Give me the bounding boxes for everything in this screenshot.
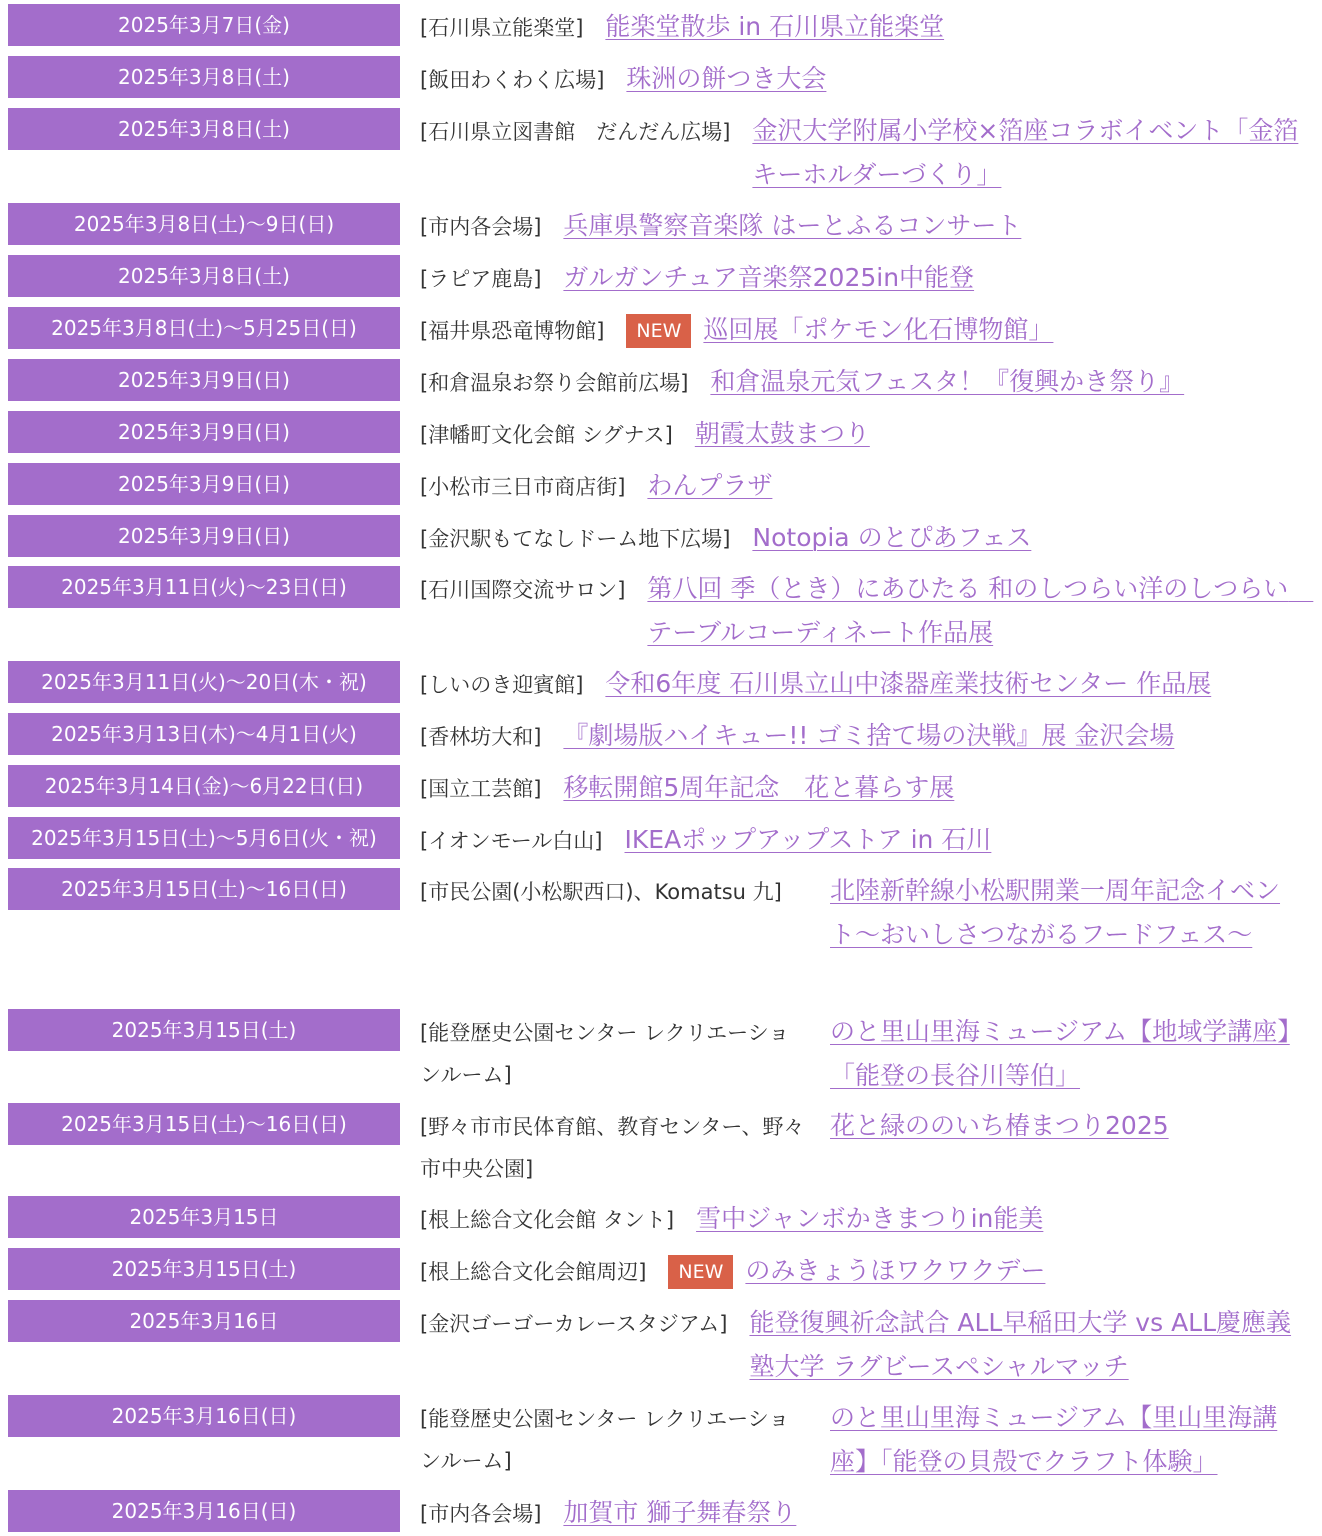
- new-badge: NEW: [626, 314, 691, 348]
- event-content: [420, 1013, 1300, 1098]
- event-venue: [津幡町文化会館 シグナス]: [420, 423, 673, 447]
- event-date-badge: 2025年3月15日(土)～5月6日(火・祝): [8, 817, 400, 859]
- event-content: [420, 1304, 1300, 1389]
- event-title-link[interactable]: 兵庫県警察音楽隊 はーとふるコンサート: [563, 211, 1022, 240]
- event-content: [420, 1107, 1300, 1190]
- event-content: [420, 821, 1300, 862]
- event-content: [420, 60, 1300, 101]
- event-venue: [香林坊大和]: [420, 725, 542, 749]
- event-date-badge: 2025年3月16日: [8, 1300, 400, 1342]
- event-venue: [能登歴史公園センター レクリエーションルーム]: [420, 1021, 790, 1087]
- new-badge: NEW: [668, 1255, 733, 1289]
- event-content: [420, 1252, 1300, 1293]
- event-date-badge: 2025年3月16日(日): [8, 1395, 400, 1437]
- event-venue: [市内各会場]: [420, 1502, 542, 1526]
- event-content: [420, 665, 1300, 706]
- event-content: [420, 1200, 1300, 1241]
- event-date-badge: 2025年3月9日(日): [8, 515, 400, 557]
- event-date-badge: 2025年3月11日(火)～23日(日): [8, 566, 400, 608]
- event-venue: [根上総合文化会館 タント]: [420, 1208, 675, 1232]
- event-date-badge: 2025年3月15日(土): [8, 1009, 400, 1051]
- event-title-link[interactable]: 花と緑ののいち椿まつり2025: [830, 1111, 1169, 1140]
- event-date-badge: 2025年3月8日(土): [8, 255, 400, 297]
- event-date-badge: 2025年3月9日(日): [8, 359, 400, 401]
- event-title-link[interactable]: ガルガンチュア音楽祭2025in中能登: [563, 263, 975, 292]
- event-title-link[interactable]: のみきょうほワクワクデー: [745, 1256, 1046, 1285]
- event-title-link[interactable]: のと里山里海ミュージアム【地域学講座】「能登の長谷川等伯」: [830, 1017, 1290, 1090]
- event-title-link[interactable]: 移転開館5周年記念 花と暮らす展: [563, 773, 955, 802]
- event-venue: [根上総合文化会館周辺]: [420, 1260, 647, 1284]
- event-title-link[interactable]: 雪中ジャンボかきまつりin能美: [696, 1204, 1044, 1233]
- event-content: [420, 259, 1300, 300]
- event-title-link[interactable]: 令和6年度 石川県立山中漆器産業技術センター 作品展: [605, 669, 1212, 698]
- event-content: [420, 717, 1300, 758]
- event-title-link[interactable]: 金沢大学附属小学校×箔座コラボイベント「金箔キーホルダーづくり」: [752, 116, 1299, 189]
- event-title-link[interactable]: 能登復興祈念試合 ALL早稲田大学 vs ALL慶應義塾大学 ラグビースペシャルマッチ: [749, 1308, 1292, 1381]
- event-content: [420, 8, 1300, 49]
- event-date-badge: 2025年3月14日(金)～6月22日(日): [8, 765, 400, 807]
- event-date-badge: 2025年3月13日(木)～4月1日(火): [8, 713, 400, 755]
- event-title-link[interactable]: 能楽堂散歩 in 石川県立能楽堂: [605, 12, 945, 41]
- event-date-badge: 2025年3月8日(土): [8, 56, 400, 98]
- event-title-link[interactable]: 巡回展「ポケモン化石博物館」: [703, 315, 1054, 344]
- event-title-link[interactable]: 和倉温泉元気フェスタ！『復興かき祭り』: [710, 367, 1185, 396]
- event-venue: [和倉温泉お祭り会館前広場]: [420, 371, 689, 395]
- event-date-badge: 2025年3月9日(日): [8, 463, 400, 505]
- event-content: [420, 415, 1300, 456]
- event-date-badge: 2025年3月15日(土)～16日(日): [8, 1103, 400, 1145]
- event-venue: [飯田わくわく広場]: [420, 68, 605, 92]
- event-date-badge: 2025年3月9日(日): [8, 411, 400, 453]
- event-venue: [しいのき迎賓館]: [420, 673, 584, 697]
- event-content: [420, 519, 1300, 560]
- event-date-badge: 2025年3月15日(土): [8, 1248, 400, 1290]
- event-title-link[interactable]: 『劇場版ハイキュー!! ゴミ捨て場の決戦』展 金沢会場: [563, 721, 1175, 750]
- event-title-link[interactable]: わんプラザ: [647, 471, 773, 500]
- event-title-link[interactable]: IKEAポップアップストア in 石川: [624, 825, 992, 854]
- event-venue: [小松市三日市商店街]: [420, 475, 626, 499]
- event-date-badge: 2025年3月11日(火)～20日(木・祝): [8, 661, 400, 703]
- event-venue: [石川県立能楽堂]: [420, 16, 584, 40]
- event-venue: [市民公園(小松駅西口)、Komatsu 九]: [420, 880, 782, 904]
- event-content: [420, 1494, 1300, 1535]
- event-venue: [能登歴史公園センター レクリエーションルーム]: [420, 1407, 790, 1473]
- event-content: [420, 570, 1314, 655]
- event-content: [420, 769, 1300, 810]
- event-title-link[interactable]: 北陸新幹線小松駅開業一周年記念イベント～おいしさつながるフードフェス～: [830, 876, 1281, 949]
- event-content: [420, 311, 1300, 352]
- event-venue: [金沢駅もてなしドーム地下広場]: [420, 527, 731, 551]
- event-venue: [野々市市民体育館、教育センター、野々市中央公園]: [420, 1115, 805, 1181]
- event-date-badge: 2025年3月8日(土)～9日(日): [8, 203, 400, 245]
- event-date-badge: 2025年3月15日(土)～16日(日): [8, 868, 400, 910]
- event-venue: [福井県恐竜博物館]: [420, 319, 605, 343]
- event-title-link[interactable]: 朝霞太鼓まつり: [694, 419, 870, 448]
- event-title-link[interactable]: Notopia のとぴあフェス: [752, 523, 1032, 552]
- event-date-badge: 2025年3月8日(土)～5月25日(日): [8, 307, 400, 349]
- event-venue: [国立工芸館]: [420, 777, 542, 801]
- event-venue: [石川県立図書館 だんだん広場]: [420, 120, 731, 144]
- event-date-badge: 2025年3月16日(日): [8, 1490, 400, 1532]
- event-content: [420, 112, 1300, 197]
- event-date-badge: 2025年3月8日(土): [8, 108, 400, 150]
- event-venue: [市内各会場]: [420, 215, 542, 239]
- event-content: [420, 363, 1300, 404]
- event-venue: [石川国際交流サロン]: [420, 578, 626, 602]
- event-venue: [ラピア鹿島]: [420, 267, 542, 291]
- event-content: [420, 1399, 1300, 1484]
- event-title-link[interactable]: 加賀市 獅子舞春祭り: [563, 1498, 797, 1527]
- event-content: [420, 207, 1300, 248]
- event-content: [420, 467, 1300, 508]
- event-venue: [イオンモール白山]: [420, 829, 603, 853]
- event-title-link[interactable]: 第八回 季（とき）にあひたる 和のしつらい洋のしつらい テーブルコーディネート作品展: [647, 574, 1314, 647]
- event-title-link[interactable]: 珠洲の餅つき大会: [626, 64, 827, 93]
- event-date-badge: 2025年3月15日: [8, 1196, 400, 1238]
- event-content: [420, 872, 1300, 957]
- event-title-link[interactable]: のと里山里海ミュージアム【里山里海講座】「能登の貝殻でクラフト体験」: [830, 1403, 1278, 1476]
- event-venue: [金沢ゴーゴーカレースタジアム]: [420, 1312, 728, 1336]
- event-date-badge: 2025年3月7日(金): [8, 4, 400, 46]
